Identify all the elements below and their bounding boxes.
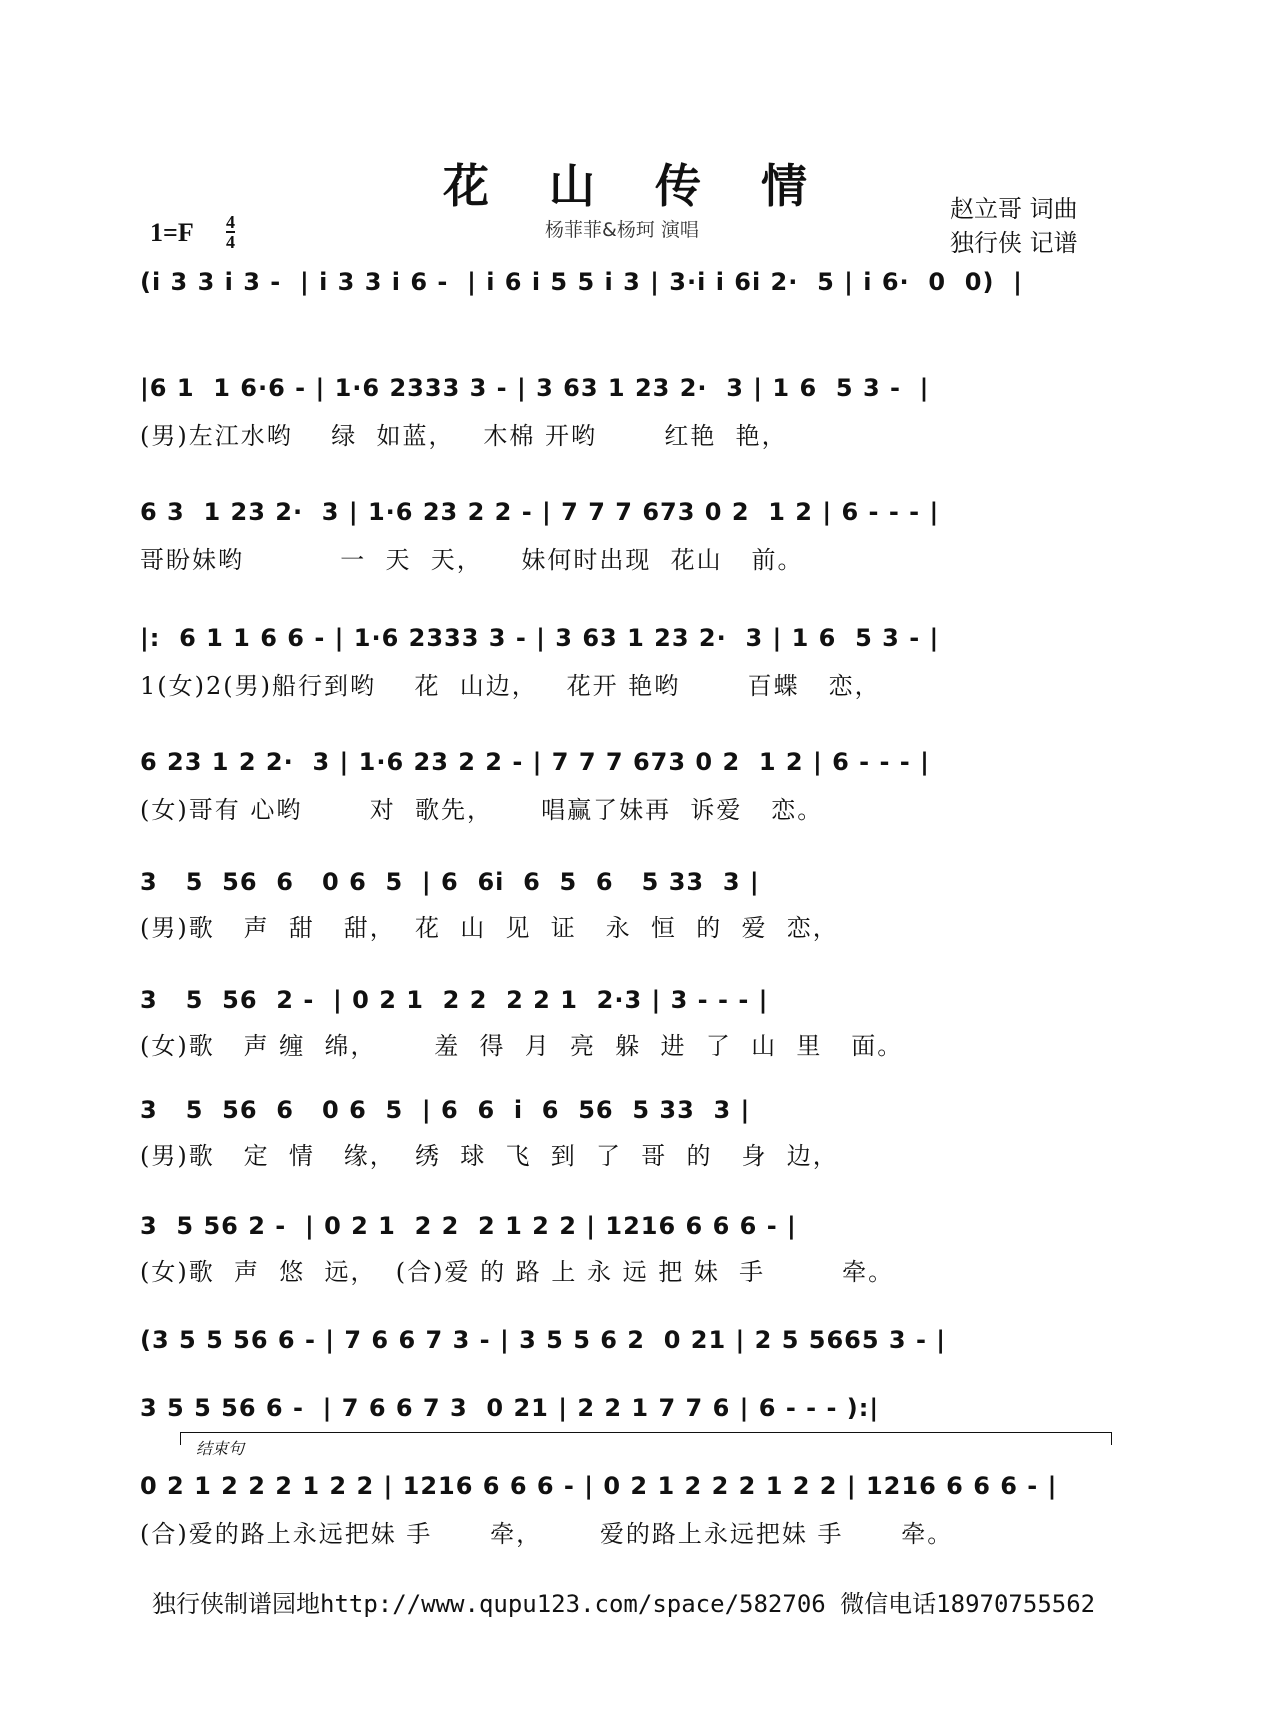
staff-line-11 xyxy=(140,1388,1120,1438)
staff-line-3 xyxy=(140,492,1120,572)
staff-line-4 xyxy=(140,618,1120,698)
lyrics: (男)歌 定 情 缘， 绣 球 飞 到 了 哥 的 身 边， xyxy=(140,1142,839,1170)
lyrics: (合)爱的路上永远把妹 手 牵， 爱的路上永远把妹 手 牵。 xyxy=(140,1520,954,1548)
time-numerator: 4 xyxy=(226,212,235,232)
notation: |6 1 1 6·6 - | 1·6 2333 3 - | 3 63 1 23 2· 3 | 1 6 5 3 - | xyxy=(140,374,930,402)
notation: 3 5 5 56 6 - | 7 6 6 7 3 0 21 | 2 2 1 7 7 6 | 6 - - - ):| xyxy=(140,1394,880,1422)
footer-credit: 独行侠制谱园地http://www.qupu123.com/space/582706 微信电话18970755562 xyxy=(152,1590,1096,1618)
notation: (i 3 3 i 3 - | i 3 3 i 6 - | i 6 i 5 5 i 3 | 3·i i 6i 2· 5 | i 6· 0 0) | xyxy=(140,268,1023,296)
staff-line-1 xyxy=(140,262,1120,322)
ending-bracket xyxy=(180,1432,1112,1445)
staff-line-7 xyxy=(140,980,1120,1060)
ending-label: 结束句 xyxy=(196,1439,245,1458)
staff-line-10 xyxy=(140,1320,1120,1370)
key-signature: 1=F xyxy=(150,218,194,247)
score-title: 花 山 传 情 xyxy=(442,159,830,213)
singers-credit: 杨菲菲&杨珂 演唱 xyxy=(545,219,699,241)
notation: 6 3 1 23 2· 3 | 1·6 23 2 2 - | 7 7 7 673 0 2 1 2 | 6 - - - | xyxy=(140,498,940,526)
transcriber: 独行侠 记谱 xyxy=(950,229,1078,257)
notation: 0 2 1 2 2 2 1 2 2 | 1216 6 6 6 - | 0 2 1 2 2 2 1 2 2 | 1216 6 6 6 - | xyxy=(140,1472,1058,1500)
notation: 3 5 56 6 0 6 5 | 6 6 i 6 56 5 33 3 | xyxy=(140,1096,751,1124)
notation: 3 5 56 2 - | 0 2 1 2 2 2 2 1 2·3 | 3 - - - | xyxy=(140,986,769,1014)
staff-line-2 xyxy=(140,368,1120,448)
staff-line-5 xyxy=(140,742,1120,822)
notation: 6 23 1 2 2· 3 | 1·6 23 2 2 - | 7 7 7 673 0 2 1 2 | 6 - - - | xyxy=(140,748,930,776)
lyrics: (女)歌 声 悠 远， (合)爱 的 路 上 永 远 把 妹 手 牵。 xyxy=(140,1258,895,1286)
notation: (3 5 5 56 6 - | 7 6 6 7 3 - | 3 5 5 6 2 0 21 | 2 5 5665 3 - | xyxy=(140,1326,947,1354)
lyrics: 1(女)2(男)船行到哟 花 山边， 花开 艳哟 百蝶 恋， xyxy=(140,672,881,700)
time-signature xyxy=(226,214,235,250)
staff-line-8 xyxy=(140,1090,1120,1170)
staff-line-6 xyxy=(140,862,1120,942)
lyrics: (男)左江水哟 绿 如蓝， 木棉 开哟 红艳 艳， xyxy=(140,422,788,450)
lyrics: (女)歌 声 缠 绵， 羞 得 月 亮 躲 进 了 山 里 面。 xyxy=(140,1032,904,1060)
time-denominator: 4 xyxy=(226,232,235,252)
staff-line-12 xyxy=(140,1466,1120,1546)
lyrics: (女)哥有 心哟 对 歌先， 唱赢了妹再 诉爱 恋。 xyxy=(140,796,824,824)
notation: |: 6 1 1 6 6 - | 1·6 2333 3 - | 3 63 1 23 2· 3 | 1 6 5 3 - | xyxy=(140,624,940,652)
notation: 3 5 56 2 - | 0 2 1 2 2 2 1 2 2 | 1216 6 6 6 - | xyxy=(140,1212,797,1240)
lyrics: (男)歌 声 甜 甜， 花 山 见 证 永 恒 的 爱 恋， xyxy=(140,914,839,942)
lyrics: 哥盼妹哟 一 天 天， 妹何时出现 花山 前。 xyxy=(140,546,804,574)
author-credits xyxy=(950,192,1078,260)
lyricist-composer: 赵立哥 词曲 xyxy=(950,195,1078,223)
staff-line-9 xyxy=(140,1206,1120,1286)
notation: 3 5 56 6 0 6 5 | 6 6i 6 5 6 5 33 3 | xyxy=(140,868,760,896)
